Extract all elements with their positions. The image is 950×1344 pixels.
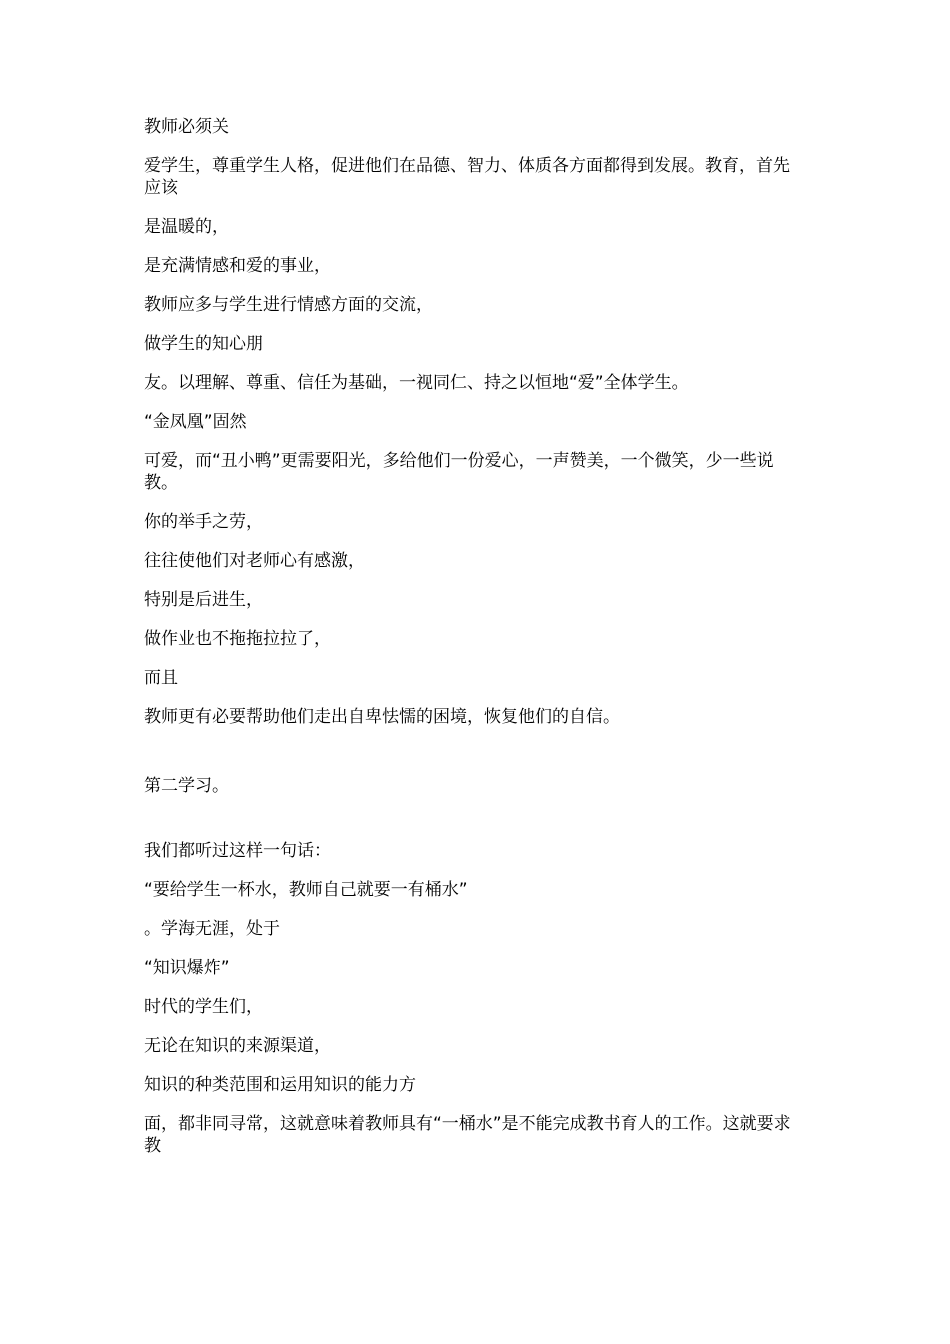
paragraph: 可爱，而“丑小鸭”更需要阳光，多给他们一份爱心，一声赞美，一个微笑，少一些说教。 xyxy=(144,451,774,493)
paragraph: 做学生的知心朋 xyxy=(144,334,263,354)
paragraph: 教师必须关 xyxy=(144,117,229,137)
paragraph: 往往使他们对老师心有感激， xyxy=(144,551,365,571)
paragraph: 是温暖的， xyxy=(144,217,229,237)
paragraph: 是充满情感和爱的事业， xyxy=(144,256,331,276)
paragraph: 面，都非同寻常，这就意味着教师具有“一桶水”是不能完成教书育人的工作。这就要求教 xyxy=(144,1114,791,1156)
paragraph: 我们都听过这样一句话： xyxy=(144,841,331,861)
paragraph: 而且 xyxy=(144,668,178,688)
paragraph: 时代的学生们， xyxy=(144,997,263,1017)
paragraph: 做作业也不拖拖拉拉了， xyxy=(144,629,331,649)
section-heading: 第二学习。 xyxy=(144,776,229,796)
paragraph: 特别是后进生， xyxy=(144,590,263,610)
paragraph: “知识爆炸” xyxy=(144,958,230,978)
paragraph: “要给学生一杯水，教师自己就要一有桶水” xyxy=(144,880,468,900)
paragraph: 你的举手之劳， xyxy=(144,512,263,532)
paragraph: 爱学生，尊重学生人格，促进他们在品德、智力、体质各方面都得到发展。教育，首先应该 xyxy=(144,156,790,198)
paragraph: 教师应多与学生进行情感方面的交流， xyxy=(144,295,433,315)
paragraph: 知识的种类范围和运用知识的能力方 xyxy=(144,1075,416,1095)
paragraph: 。学海无涯，处于 xyxy=(144,919,280,939)
paragraph: 无论在知识的来源渠道， xyxy=(144,1036,331,1056)
paragraph: “金凤凰”固然 xyxy=(144,412,247,432)
document-body xyxy=(144,116,800,1174)
paragraph: 友。以理解、尊重、信任为基础，一视同仁、持之以恒地“爱”全体学生。 xyxy=(144,373,689,393)
paragraph: 教师更有必要帮助他们走出自卑怯懦的困境，恢复他们的自信。 xyxy=(144,707,620,727)
